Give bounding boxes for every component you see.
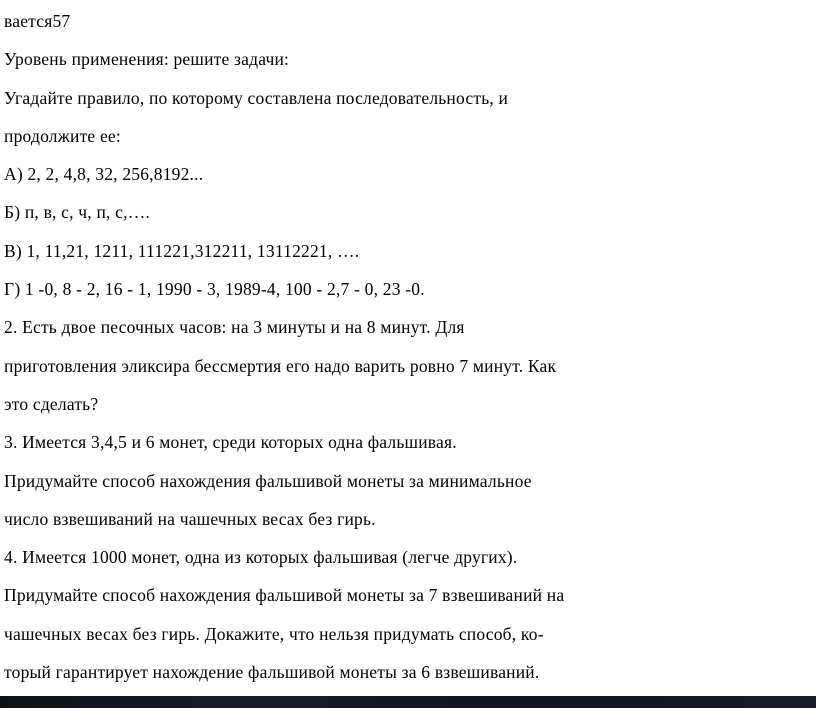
page-edge-bar: [0, 696, 816, 708]
text-line: В) 1, 11,21, 1211, 111221,312211, 13112221, ….: [4, 240, 360, 261]
text-line: Придумайте способ нахождения фальшивой монеты за 7 взвешиваний на: [4, 585, 565, 606]
document-text-block: [4, 2, 806, 691]
text-line: Б) п, в, с, ч, п, с,….: [4, 202, 150, 223]
text-line: приготовления эликсира бессмертия его надо варить ровно 7 минут. Как: [4, 355, 557, 376]
text-line: 3. Имеется 3,4,5 и 6 монет, среди которых одна фальшивая.: [4, 432, 457, 453]
text-line: это сделать?: [4, 393, 99, 414]
text-line: вается57: [4, 11, 71, 31]
text-line: 4. Имеется 1000 монет, одна из которых фальшивая (легче других).: [4, 547, 518, 568]
text-line: Г) 1 -0, 8 - 2, 16 - 1, 1990 - 3, 1989-4, 100 - 2,7 - 0, 23 -0.: [4, 279, 425, 300]
text-line: А) 2, 2, 4,8, 32, 256,8192...: [4, 164, 204, 185]
text-line: 2. Есть двое песочных часов: на 3 минуты и на 8 минут. Для: [4, 317, 465, 338]
text-line: Придумайте способ нахождения фальшивой монеты за минимальное: [4, 470, 532, 491]
text-line: Угадайте правило, по которому составлена последовательность, и: [4, 87, 509, 108]
text-line: продолжите ее:: [4, 125, 121, 146]
text-line: число взвешиваний на чашечных весах без гирь.: [4, 508, 376, 529]
text-line: торый гарантирует нахождение фальшивой монеты за 6 взвешиваний.: [4, 662, 540, 683]
text-line: чашечных весах без гирь. Докажите, что нельзя придумать способ, ко-: [4, 623, 544, 644]
text-line: Уровень применения: решите задачи:: [4, 49, 290, 70]
